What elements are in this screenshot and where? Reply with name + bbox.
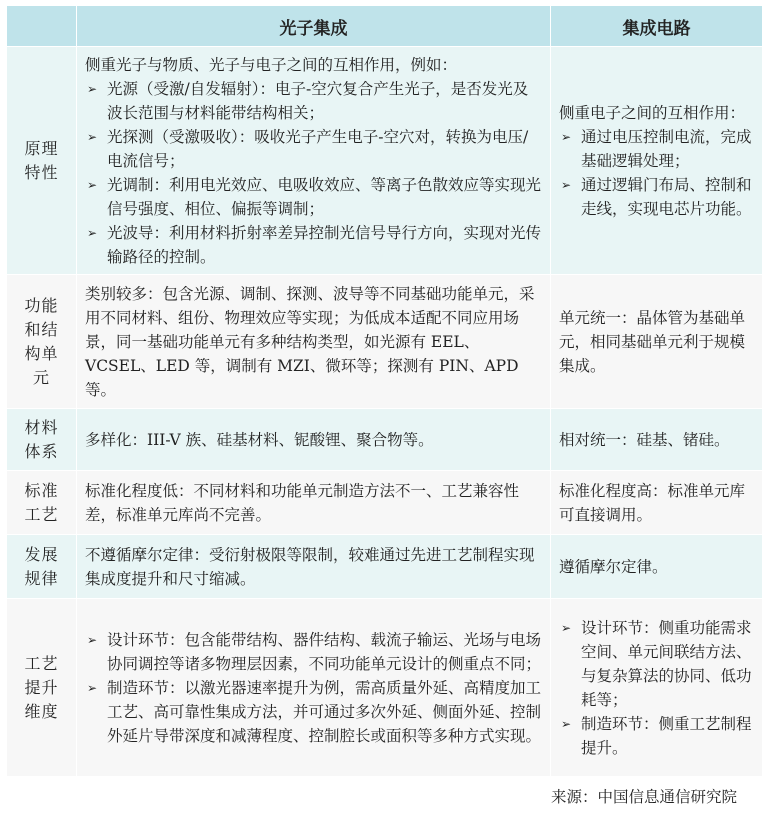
table-row bbox=[7, 275, 763, 409]
ic-cell: 遵循摩尔定律。 bbox=[551, 535, 763, 599]
ic-cell: 相对统一：硅基、锗硅。 bbox=[551, 409, 763, 471]
ic-cell bbox=[551, 47, 763, 275]
photonic-cell: 标准化程度低：不同材料和功能单元制造方法不一、工艺兼容性差，标准单元库尚不完善。 bbox=[77, 471, 551, 535]
photonic-cell bbox=[77, 599, 551, 777]
header-photonic: 光子集成 bbox=[77, 6, 551, 47]
list-item: ➢ 光调制：利用电光效应、电吸收效应、等离子色散效应等实现光信号强度、相位、偏振等调制； bbox=[85, 173, 542, 221]
list-item: ➢ 制造环节：侧重工艺制程提升。 bbox=[559, 712, 754, 760]
header-corner bbox=[7, 6, 77, 47]
arrow-bullet-icon: ➢ bbox=[87, 680, 98, 695]
list-item: ➢ 设计环节：包含能带结构、器件结构、载流子输运、光场与电场协同调控等诸多物理层因素，不同功能单元设计的侧重点不同； bbox=[85, 628, 542, 676]
photonic-intro: 侧重光子与物质、光子与电子之间的互相作用，例如： bbox=[85, 55, 458, 74]
photonic-cell: 不遵循摩尔定律：受衍射极限等限制，较难通过先进工艺制程实现集成度提升和尺寸缩减。 bbox=[77, 535, 551, 599]
arrow-bullet-icon: ➢ bbox=[561, 716, 572, 731]
header-ic: 集成电路 bbox=[551, 6, 763, 47]
list-item: ➢ 通过逻辑门布局、控制和走线，实现电芯片功能。 bbox=[559, 173, 754, 221]
arrow-bullet-icon: ➢ bbox=[87, 129, 98, 144]
ic-cell bbox=[551, 599, 763, 777]
list-item: ➢ 制造环节：以激光器速率提升为例，需高质量外延、高精度加工工艺、高可靠性集成方法，并可通过多次外延、侧面外延、控制外延片导带深度和减薄程度、控制腔长或面积等多种方式实现。 bbox=[85, 676, 542, 748]
row-label: 工艺提升维度 bbox=[7, 599, 77, 777]
row-label: 功能和结构单元 bbox=[7, 275, 77, 409]
photonic-cell: 多样化：III-V 族、硅基材料、铌酸锂、聚合物等。 bbox=[77, 409, 551, 471]
photonic-cell bbox=[77, 47, 551, 275]
row-label: 原理特性 bbox=[7, 47, 77, 275]
table-row bbox=[7, 599, 763, 777]
table-row bbox=[7, 535, 763, 599]
arrow-bullet-icon: ➢ bbox=[561, 620, 572, 635]
list-item: ➢ 通过电压控制电流，完成基础逻辑处理； bbox=[559, 125, 754, 173]
arrow-bullet-icon: ➢ bbox=[561, 129, 572, 144]
arrow-bullet-icon: ➢ bbox=[87, 632, 98, 647]
row-label: 发展规律 bbox=[7, 535, 77, 599]
source-note: 来源：中国信息通信研究院 bbox=[550, 788, 737, 806]
table-row bbox=[7, 471, 763, 535]
list-item: ➢ 光波导：利用材料折射率差异控制光信号导行方向，实现对光传输路径的控制。 bbox=[85, 221, 542, 269]
row-label: 标准工艺 bbox=[7, 471, 77, 535]
photonic-cell: 类别较多：包含光源、调制、探测、波导等不同基础功能单元，采用不同材料、组份、物理效应等实现；为低成本适配不同应用场景，同一基础功能单元有多种结构类型，如光源有 EEL、VCSEL、LED 等，调制有 MZI、微环等；探测有 PIN、APD 等。 bbox=[77, 275, 551, 409]
comparison-table bbox=[6, 5, 763, 777]
list-item: ➢ 设计环节：侧重功能需求空间、单元间联结方法、与复杂算法的协同、低功耗等； bbox=[559, 616, 754, 712]
ic-cell: 单元统一：晶体管为基础单元，相同基础单元利于规模集成。 bbox=[551, 275, 763, 409]
row-label: 材料体系 bbox=[7, 409, 77, 471]
table-row bbox=[7, 409, 763, 471]
list-item: ➢ 光探测（受激吸收）：吸收光子产生电子-空穴对，转换为电压/电流信号； bbox=[85, 125, 542, 173]
list-item: ➢ 光源（受激/自发辐射）：电子-空穴复合产生光子，是否发光及波长范围与材料能带结构相关； bbox=[85, 77, 542, 125]
arrow-bullet-icon: ➢ bbox=[87, 177, 98, 192]
arrow-bullet-icon: ➢ bbox=[561, 177, 572, 192]
table-row bbox=[7, 47, 763, 275]
ic-cell: 标准化程度高：标准单元库可直接调用。 bbox=[551, 471, 763, 535]
table-header-row bbox=[7, 6, 763, 47]
arrow-bullet-icon: ➢ bbox=[87, 81, 98, 96]
ic-intro: 侧重电子之间的互相作用： bbox=[559, 103, 746, 122]
arrow-bullet-icon: ➢ bbox=[87, 225, 98, 240]
